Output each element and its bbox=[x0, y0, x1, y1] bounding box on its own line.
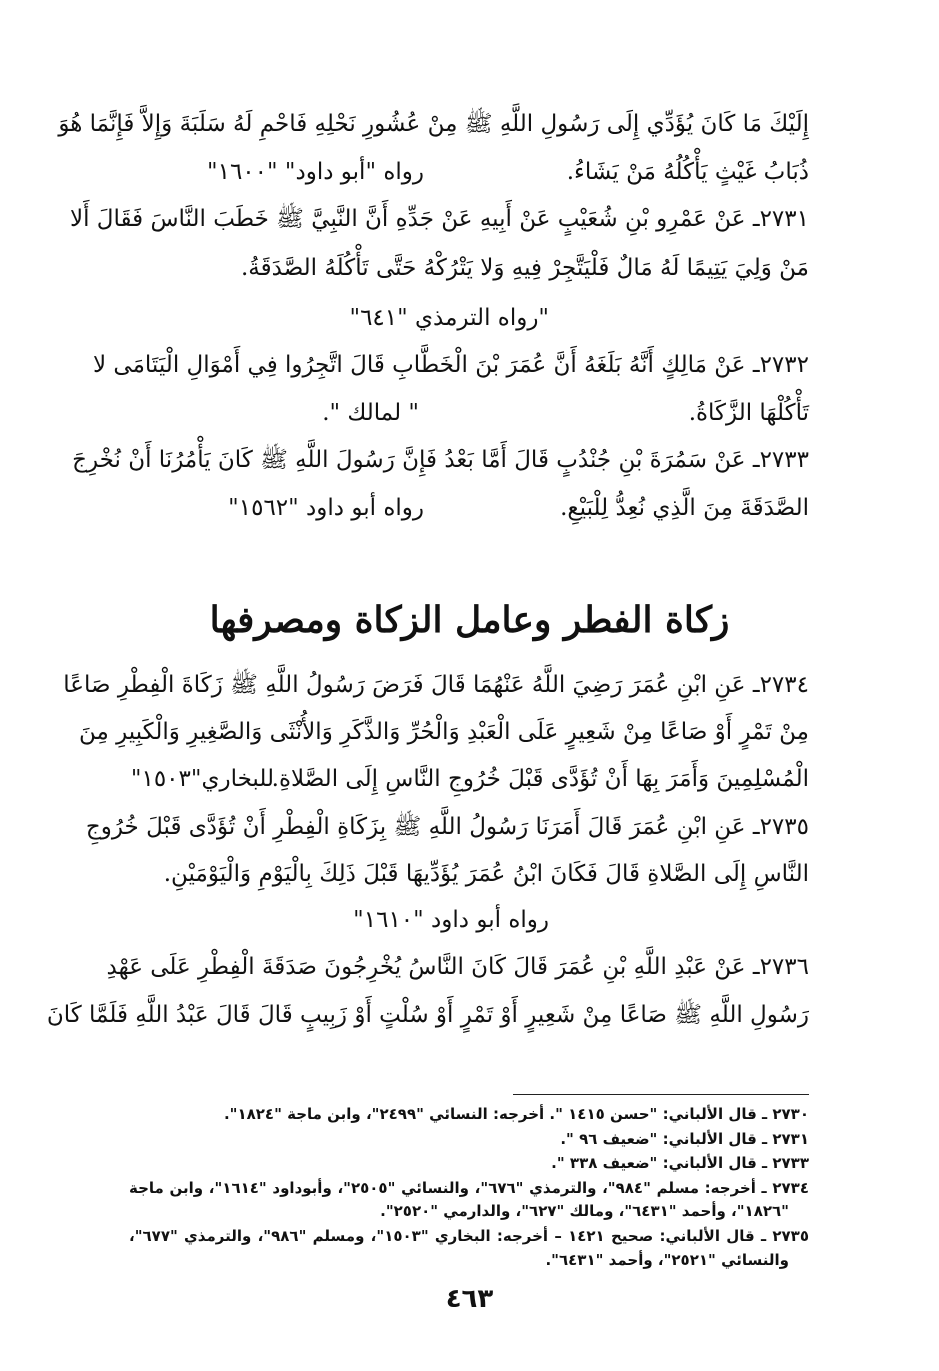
hadith-2731-line-1: ٢٧٣١ـ عَنْ عَمْرِو بْنِ شُعَيْبٍ عَنْ أَبِيهِ عَنْ جَدِّهِ أَنَّ النَّبِيَّ ﷺ خَطَبَ النَّاسَ فَقَالَ أَلا bbox=[69, 206, 809, 232]
footnote-separator bbox=[513, 1094, 809, 1095]
footnote-2735-line-1: ٢٧٣٥ ـ قال الألباني: صحيح ١٤٢١ – أخرجه: البخاري "١٥٠٣"، ومسلم "٩٨٦"، والترمذي "٦٧٧"، bbox=[129, 1227, 809, 1245]
hadith-2731-line-2: مَنْ وَلِيَ يَتِيمًا لَهُ مَالٌ فَلْيَتَّجِرْ فِيهِ وَلا يَتْرُكْهُ حَتَّى تَأْكُلَهُ الصَّدَقَةُ. bbox=[240, 255, 809, 281]
hadith-2732-source: " لمالك ". bbox=[322, 400, 419, 426]
hadith-2736-line-1: ٢٧٣٦ـ عَنْ عَبْدِ اللَّهِ بْنِ عُمَرَ قَالَ كَانَ النَّاسُ يُخْرِجُونَ صَدَقَةَ الْفِطْرِ عَلَى عَهْدِ bbox=[106, 954, 809, 980]
hadith-2734-line-1: ٢٧٣٤ـ عَنِ ابْنِ عُمَرَ رَضِيَ اللَّهُ عَنْهُمَا قَالَ فَرَضَ رَسُولُ اللَّهِ ﷺ زَكَاةَ الْفِطْرِ صَاعًا bbox=[63, 672, 809, 698]
hadith-2734-line-3 bbox=[129, 757, 809, 801]
hadith-2734-text-end: الْمُسْلِمِينَ وَأَمَرَ بِهَا أَنْ تُؤَدَّى قَبْلَ خُرُوجِ النَّاسِ إِلَى الصَّلاةِ. bbox=[271, 766, 809, 792]
hadith-2732-line-1: ٢٧٣٢ـ عَنْ مَالِكٍ أَنَّهُ بَلَغَهُ أَنَّ عُمَرَ بْنَ الْخَطَّابِ قَالَ اتَّجِرُوا فِي أَمْوَالِ الْيَتَامَى لا bbox=[93, 352, 809, 378]
hadith-2735-source: رواه أبو داود "١٦١٠" bbox=[353, 907, 549, 933]
footnote-2731: ٢٧٣١ ـ قال الألباني: "ضعيف ٩٦ ". bbox=[560, 1130, 809, 1148]
hadith-2734-line-2: مِنْ تَمْرٍ أَوْ صَاعًا مِنْ شَعِيرٍ عَلَى الْعَبْدِ وَالْحُرِّ وَالذَّكَرِ وَالأُنْثَى وَالصَّغِيرِ وَالْكَبِيرِ مِنَ bbox=[78, 719, 809, 745]
hadith-2736-line-2: رَسُولِ اللَّهِ ﷺ صَاعًا مِنْ شَعِيرٍ أَوْ تَمْرٍ أَوْ سُلْتٍ أَوْ زَبِيبٍ قَالَ قَالَ عَبْدُ اللَّهِ فَلَمَّا كَانَ bbox=[46, 1002, 809, 1028]
section-heading: زكاة الفطر وعامل الزكاة ومصرفها bbox=[209, 599, 730, 641]
page-number: ٤٦٣ bbox=[445, 1284, 494, 1314]
footnote-2733: ٢٧٣٣ ـ قال الألباني: "ضعيف ٣٣٨ ". bbox=[551, 1154, 809, 1172]
hadith-2733-line-2 bbox=[129, 486, 809, 530]
hadith-2731-source: "رواه الترمذي "٦٤١" bbox=[349, 305, 549, 331]
hadith-2730-line-2 bbox=[129, 150, 809, 194]
hadith-2730-source: رواه "أبو داود" "١٦٠٠" bbox=[207, 159, 424, 185]
footnote-2735-line-2: والنسائي "٢٥٢١"، وأحمد "٦٤٣١". bbox=[545, 1251, 789, 1269]
hadith-2732-text-end: تَأْكُلْهَا الزَّكَاةُ. bbox=[688, 400, 809, 426]
hadith-2735-line-2: النَّاسِ إِلَى الصَّلاةِ قَالَ فَكَانَ ابْنُ عُمَرَ يُؤَدِّيهَا قَبْلَ ذَلِكَ بِالْيَوْمِ وَالْيَوْمَيْنِ. bbox=[163, 861, 809, 887]
hadith-2735-line-1: ٢٧٣٥ـ عَنِ ابْنِ عُمَرَ قَالَ أَمَرَنَا رَسُولُ اللَّهِ ﷺ بِزَكَاةِ الْفِطْرِ أَنْ تُؤَدَّى قَبْلَ خُرُوجِ bbox=[85, 814, 809, 840]
hadith-2732-line-2 bbox=[129, 391, 809, 435]
hadith-2733-source: رواه أبو داود "١٥٦٢" bbox=[228, 495, 424, 521]
hadith-2730-text-end: ذُبَابُ غَيْثٍ يَأْكُلُهُ مَنْ يَشَاءُ. bbox=[566, 159, 809, 185]
footnote-2734-line-1: ٢٧٣٤ ـ أخرجه: مسلم "٩٨٤"، والترمذي "٦٧٦"، والنسائي "٢٥٠٥"، وأبوداود "١٦١٤"، وابن ماجة bbox=[129, 1179, 809, 1197]
hadith-2733-text-end: الصَّدَقَةَ مِنَ الَّذِي نُعِدُّ لِلْبَيْعِ. bbox=[560, 495, 809, 521]
footnote-2734-line-2: "١٨٢٦"، وأحمد "٦٤٣١"، ومالك "٦٢٧"، والدارمي "٢٥٢٠". bbox=[380, 1202, 789, 1220]
hadith-2733-line-1: ٢٧٣٣ـ عَنْ سَمُرَةَ بْنِ جُنْدُبٍ قَالَ أَمَّا بَعْدُ فَإِنَّ رَسُولَ اللَّهِ ﷺ كَانَ يَأْمُرُنَا أَنْ نُخْرِجَ bbox=[72, 447, 809, 473]
hadith-2734-source: للبخاري"١٥٠٣" bbox=[130, 766, 274, 792]
footnote-2730: ٢٧٣٠ ـ قال الألباني: "حسن ١٤١٥ ". أخرجه: النسائي "٢٤٩٩"، وابن ماجة "١٨٢٤". bbox=[223, 1105, 809, 1123]
hadith-2730-line-1: إِلَيْكَ مَا كَانَ يُؤَدِّي إِلَى رَسُولِ اللَّهِ ﷺ مِنْ عُشُورِ نَحْلِهِ فَاحْمِ لَهُ سَلَبَةَ وَإِلاَّ فَإِنَّمَا هُوَ bbox=[58, 111, 809, 137]
